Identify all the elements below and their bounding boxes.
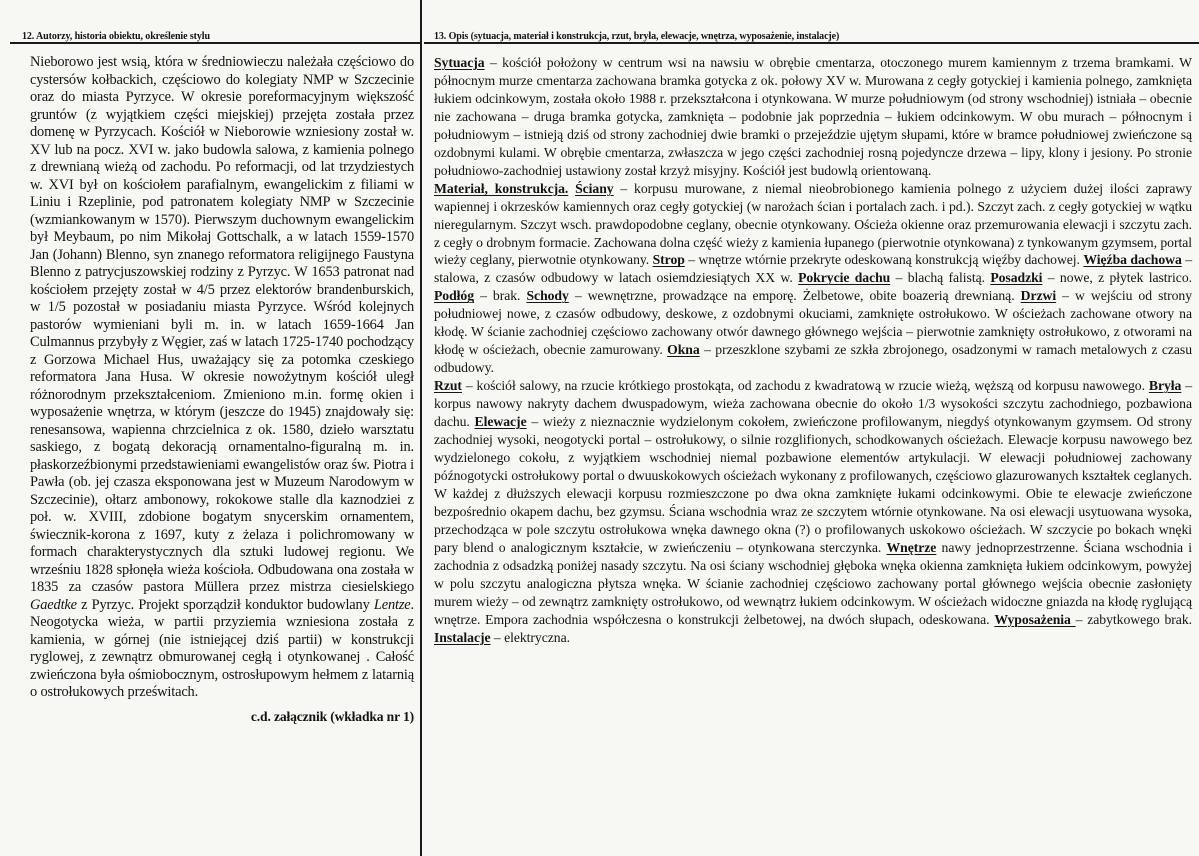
keyword-posadzki: Posadzki	[990, 270, 1043, 286]
history-text	[30, 54, 414, 725]
history-heading: 12. Autorzy, historia obiektu, określenie stylu	[10, 0, 420, 44]
keyword-bryla: Bryła	[1148, 378, 1182, 394]
keyword-podlog: Podłóg	[434, 288, 475, 304]
keyword-okna: Okna	[667, 342, 700, 358]
keyword-wiezba: Więźba dachowa	[1083, 252, 1182, 268]
keyword-elewacje: Elewacje	[474, 414, 527, 430]
description-heading: 13. Opis (sytuacja, materiał i konstrukcja, rzut, bryła, elewacje, wnętrza, wyposażenie, instalacje)	[424, 0, 1199, 44]
history-column	[10, 0, 422, 856]
name-lentze: Lentze	[373, 596, 411, 613]
keyword-sytuacja: Sytuacja	[434, 55, 485, 70]
situation-paragraph: Sytuacja – kościół położony w centrum wsi na nawsiu w obrębie cmentarza, otoczonego murem kamiennym z trzema bramkami. W północnym murze cmentarza zachowana bramka gotycka z ok. połowy XV w. Murowana z cegły gotyckiej i kamienia polnego, zamknięta łukiem odcinkowym, została około 1988 r. przekształcona i otynkowana. W murze południowym (od strony wschodniej) istniała – obecnie nie zachowana – druga bramka gotycka, zamknięta – podobnie jak poprzednia – łukiem odcinkowym. W obu murach – północnym i południowym – istnieją dziś od strony zachodniej dwie bramki o przejeździe ujętym słupami, które w bramce południowej zwieńczone są ozdobnymi kulami. W obrębie cmentarza, zwłaszcza w jego części zachodniej rosną pojedyncze drzewa – lipy, klony i jesiony. Po stronie południowo-zachodniej ustawiony został krzyż misyjny. Kościół jest budowlą orientowaną.	[434, 55, 1192, 178]
keyword-material: Materiał, konstrukcja.	[434, 180, 569, 196]
keyword-wyposazenia: Wyposażenia	[994, 611, 1076, 627]
keyword-rzut: Rzut	[434, 378, 462, 394]
material-paragraph: Materiał, konstrukcja. Ściany – korpusu murowane, z niemal nieobrobionego kamienia polnego z użyciem dużej ilości zaprawy wapiennej i okrzesków kamiennych oraz cegły gotyckiej (w narożach ścian i portalach zach. i pd.). Szczyt zach. z cegły gotyckiej w wątku nieregularnym. Szczyt wsch. prawdopodobne ceglany, obecnie otynkowany. Ościeża okienne oraz przemurowania elewacji i szczytu zach. z cegły o drobnym formacie. Zachowana dolna część wieży z kamienia łupanego (pierwotnie otynkowana) z tynkowanym gzymsem, portal wieży ceglany, pierwotnie otynkowany. Strop – wnętrze wtórnie przekryte odeskowaną konstrukcją więźby dachowej. Więźba dachowa – stalowa, z czasów odbudowy w latach osiemdziesiątych XX w. Pokrycie dachu – blachą falistą. Posadzki – nowe, z płytek lastrico. Podłóg – brak. Schody – wewnętrzne, prowadzące na emporę. Żelbetowe, obite boazerią drewnianą. Drzwi – w wejściu od strony południowej nowe, z czasów odbudowy, deskowe, z ozdobnymi okuciami, zamknięte ostrołukowo. W ościeżach zachowane otwory na kłodę. W ścianie zachodniej częściowo zachowany otwór dawnego głównego wejścia – pierwotnie zamknięty ostrołukowo, z otworami na kłodę w ościeżach, obecnie zamurowany. Okna – przeszklone szybami ze szkła zbrojonego, osadzonymi w ramach metalowych z czasu odbudowy.	[434, 180, 1193, 376]
keyword-instalacje: Instalacje	[434, 629, 491, 645]
plan-paragraph: Rzut – kościół salowy, na rzucie krótkiego prostokąta, od zachodu z kwadratową w rzucie wieżą, węższą od korpusu nawowego. Bryła – korpus nawowy nakryty dachem dwuspadowym, wieża zachowana obecnie do około 1/3 wysokości szczytu zachodniego, pozbawiona dachu. Elewacje – wieży z nieznacznie wydzielonym cokołem, zwieńczone profilowanym, niegdyś otynkowanym gzymsem. Od strony zachodniej wysoki, neogotycki portal – ostrołukowy, o silnie rozglifionych, schodkowanych ościeżach. Elewacje korpusu nawowego bez wydzielonego cokołu, z wyjątkiem wschodniej niemal pozbawione elementów artykulacji. W elewacji południowej zachowany późnogotycki ostrołukowy portal o dwuuskokowych ościeżach wykonany z profilowanych, częściowo glazurowanych kształtek ceglanych. W każdej z dłuższych elewacji korpusu rozmieszczone po dwa okna zamknięte łukami odcinkowymi. Obie te elewacje zwieńczone bezpośrednio okapem dachu, bez gzymsu. Ściana wschodnia wraz ze szczytem wtórnie otynkowane. Na osi elewacji usytuowana wysoka, przechodząca w pole szczytu ostrołukowa wnęka dawnego okna (?) o profilowanych uskokowo ościeżach. W szczycie po bokach wnęki pary blend o analogicznym kształcie, w zwieńczeniu – otynkowana sterczynka. Wnętrze nawy jednoprzestrzenne. Ściana wschodnia i zachodnia z odsadzką poniżej nasady szczytu. Na osi ściany wschodniej głęboka wnęka okienna zamknięta łukiem odcinkowym, powyżej w polu szczytu analogiczna płytsza wnęka. W ścianie zachodniej częściowo zachowany portal głównego wejścia obecnie zasłonięty murem wieży – od zewnątrz zamknięty ostrołukowo, od wewnątrz łukiem odcinkowym. W ościeżach widoczne gniazda na kłodę ryglującą wnętrze. Empora zachodnia współczesna o konstrukcji żelbetowej, na dwóch słupach, odeskowana. Wyposażenia – zabytkowego brak. Instalacje – elektryczna.	[434, 378, 1193, 645]
keyword-sciany: Ściany	[575, 180, 614, 196]
description-column	[424, 0, 1199, 856]
name-gaedtke: Gaedtke	[30, 596, 77, 613]
keyword-pokrycie: Pokrycie dachu	[798, 270, 891, 286]
keyword-drzwi: Drzwi	[1020, 288, 1057, 304]
description-text	[434, 54, 1192, 646]
continuation-note: c.d. załącznik (wkładka nr 1)	[250, 708, 414, 724]
history-paragraph: Nieborowo jest wsią, która w średniowieczu należała częściowo do cystersów kołbackich, częściowo do kolegiaty NMP w Szczecinie oraz do miasta Pyrzyce. W okresie poreformacyjnym większość gruntów (z wyjątkiem części miejskiej) przejęta została przez domenę w Pyrzycach. Kościół w Nieborowie wzniesiony został w. XV lub na pocz. XVI w. jako budowla salowa, z kamienia polnego z drewnianą wieżą od zachodu. Po reformacji, od lat trzydziestych w. XVI był on kościołem parafialnym, ewangelickim z filiami w Liniu i Rzeplinie, pod patronatem kolegiaty NMP w Szczecinie (wzmiankowanym w 1570). Pierwszym duchownym ewangelickim był Meybaum, po nim Mikołaj Gottschalk, a w latach 1559-1570 Jan (Johann) Blenno, syn znanego reformatora religijnego Faustyna Blenno z patrycjuszowskiej rodziny z Pyrzyc. W 1653 patronat nad kościołem przejęty został w 4/5 przez elektorów brandenburskich, w 1/5 pozostał w posiadaniu miasta Pyrzyce. Wśród kolejnych pastorów wymieniani byli m. in. w latach 1659-1664 Jan Culmannus przybyły z Węgier, zaś w latach 1725-1740 pochodzący z Gorzowa Michael Hus, uważający się za potomka czeskiego reformatora Jana Husa. W okresie nowożytnym kościół uległ różnorodnym przekształceniom. Zmieniono m.in. formę okien i wyposażenie wnętrza, w którym (jeszcze do 1945) znajdowały się: renesansowa, wapienna chrzcielnica z ok. 1580, dzieło warsztatu saskiego, z bogatą dekoracją ornamentalno-figuralną m. in. płaskorzeźbionymi przedstawieniami ewangelistów oraz św. Piotra i Pawła (ob. jej czasza eksponowana jest w Muzeum Narodowym w Szczecinie), ołtarz ambonowy, rokokowe stalle dla kaznodziei z poł. w. XVIII, zdobione bogatym snycerskim ornamentem, świecznik-korona z 1697, kuty z żelaza i polichromowany w formach charakterystycznych dla sztuki ludowej regionu. We wrześniu 1828 spłonęła wieża kościoła. Odbudowana ona została w 1835 za czasów pastora Müllera przez mistrza ciesielskiego Gaedtke z Pyrzyc. Projekt sporządził konduktor budowlany Lentze. Neogotycka wieża, w partii przyziemia wzniesiona została z kamienia, w górnej (nie istniejącej dziś partii) w konstrukcji ryglowej, z zewnątrz obmurowanej cegłą i otynkowanej . Całość zwieńczona była ośmiobocznym, ostrosłupowym hełmem z latarnią o ostrołukowych prześwitach.	[30, 54, 414, 700]
keyword-schody: Schody	[526, 288, 569, 304]
keyword-strop: Strop	[652, 252, 685, 268]
keyword-wnetrze: Wnętrze	[886, 539, 937, 555]
